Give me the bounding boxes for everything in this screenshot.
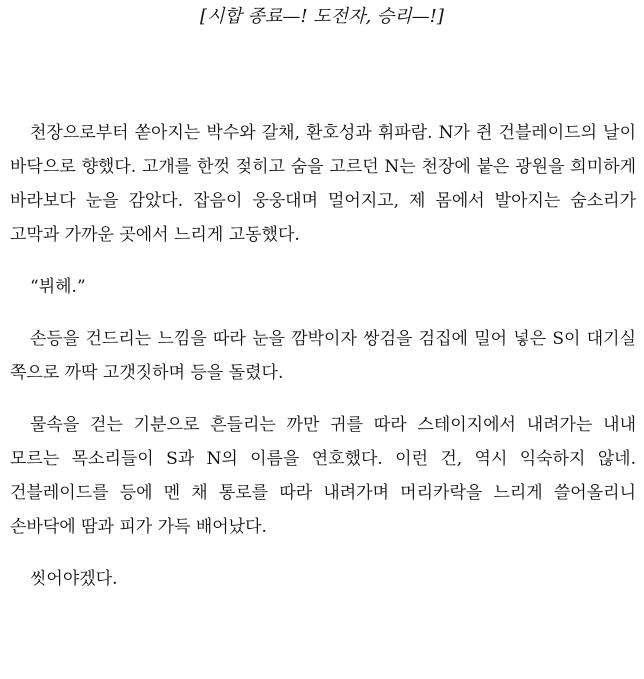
- paragraph: 물속을 걷는 기분으로 흔들리는 까만 귀를 따라 스테이지에서 내려가는 내내 모르는 목소리들이 S과 N의 이름을 연호했다. 이런 건, 역시 익숙하지 않네. 건블레이드를 등에 멘 채 통로를 따라 내려가며 머리카락을 느리게 쓸어올리니 손바닥에 땀과 피가 가득 배어났다.: [10, 415, 636, 537]
- paragraph: 천장으로부터 쏟아지는 박수와 갈채, 환호성과 휘파람. N가 쥔 건블레이드의 날이 바닥으로 향했다. 고개를 한껏 젖히고 숨을 고르던 N는 천장에 붙은 광원을 희미하게 바라보다 눈을 감았다. 잡음이 웅웅대며 멀어지고, 제 몸에서 발아지는 숨소리가 고막과 가까운 곳에서 느리게 고동했다.: [10, 123, 636, 245]
- announcement-heading: [시합 종료—! 도전자, 승리—!]: [200, 6, 444, 27]
- paragraph: “뷔헤.”: [30, 277, 86, 297]
- paragraph: 씻어야겠다.: [30, 569, 118, 589]
- paragraph: 손등을 건드리는 느낌을 따라 눈을 깜박이자 쌍검을 검집에 밀어 넣은 S이 대기실 쪽으로 까딱 고갯짓하며 등을 돌렸다.: [10, 329, 636, 383]
- story-body: [10, 116, 636, 596]
